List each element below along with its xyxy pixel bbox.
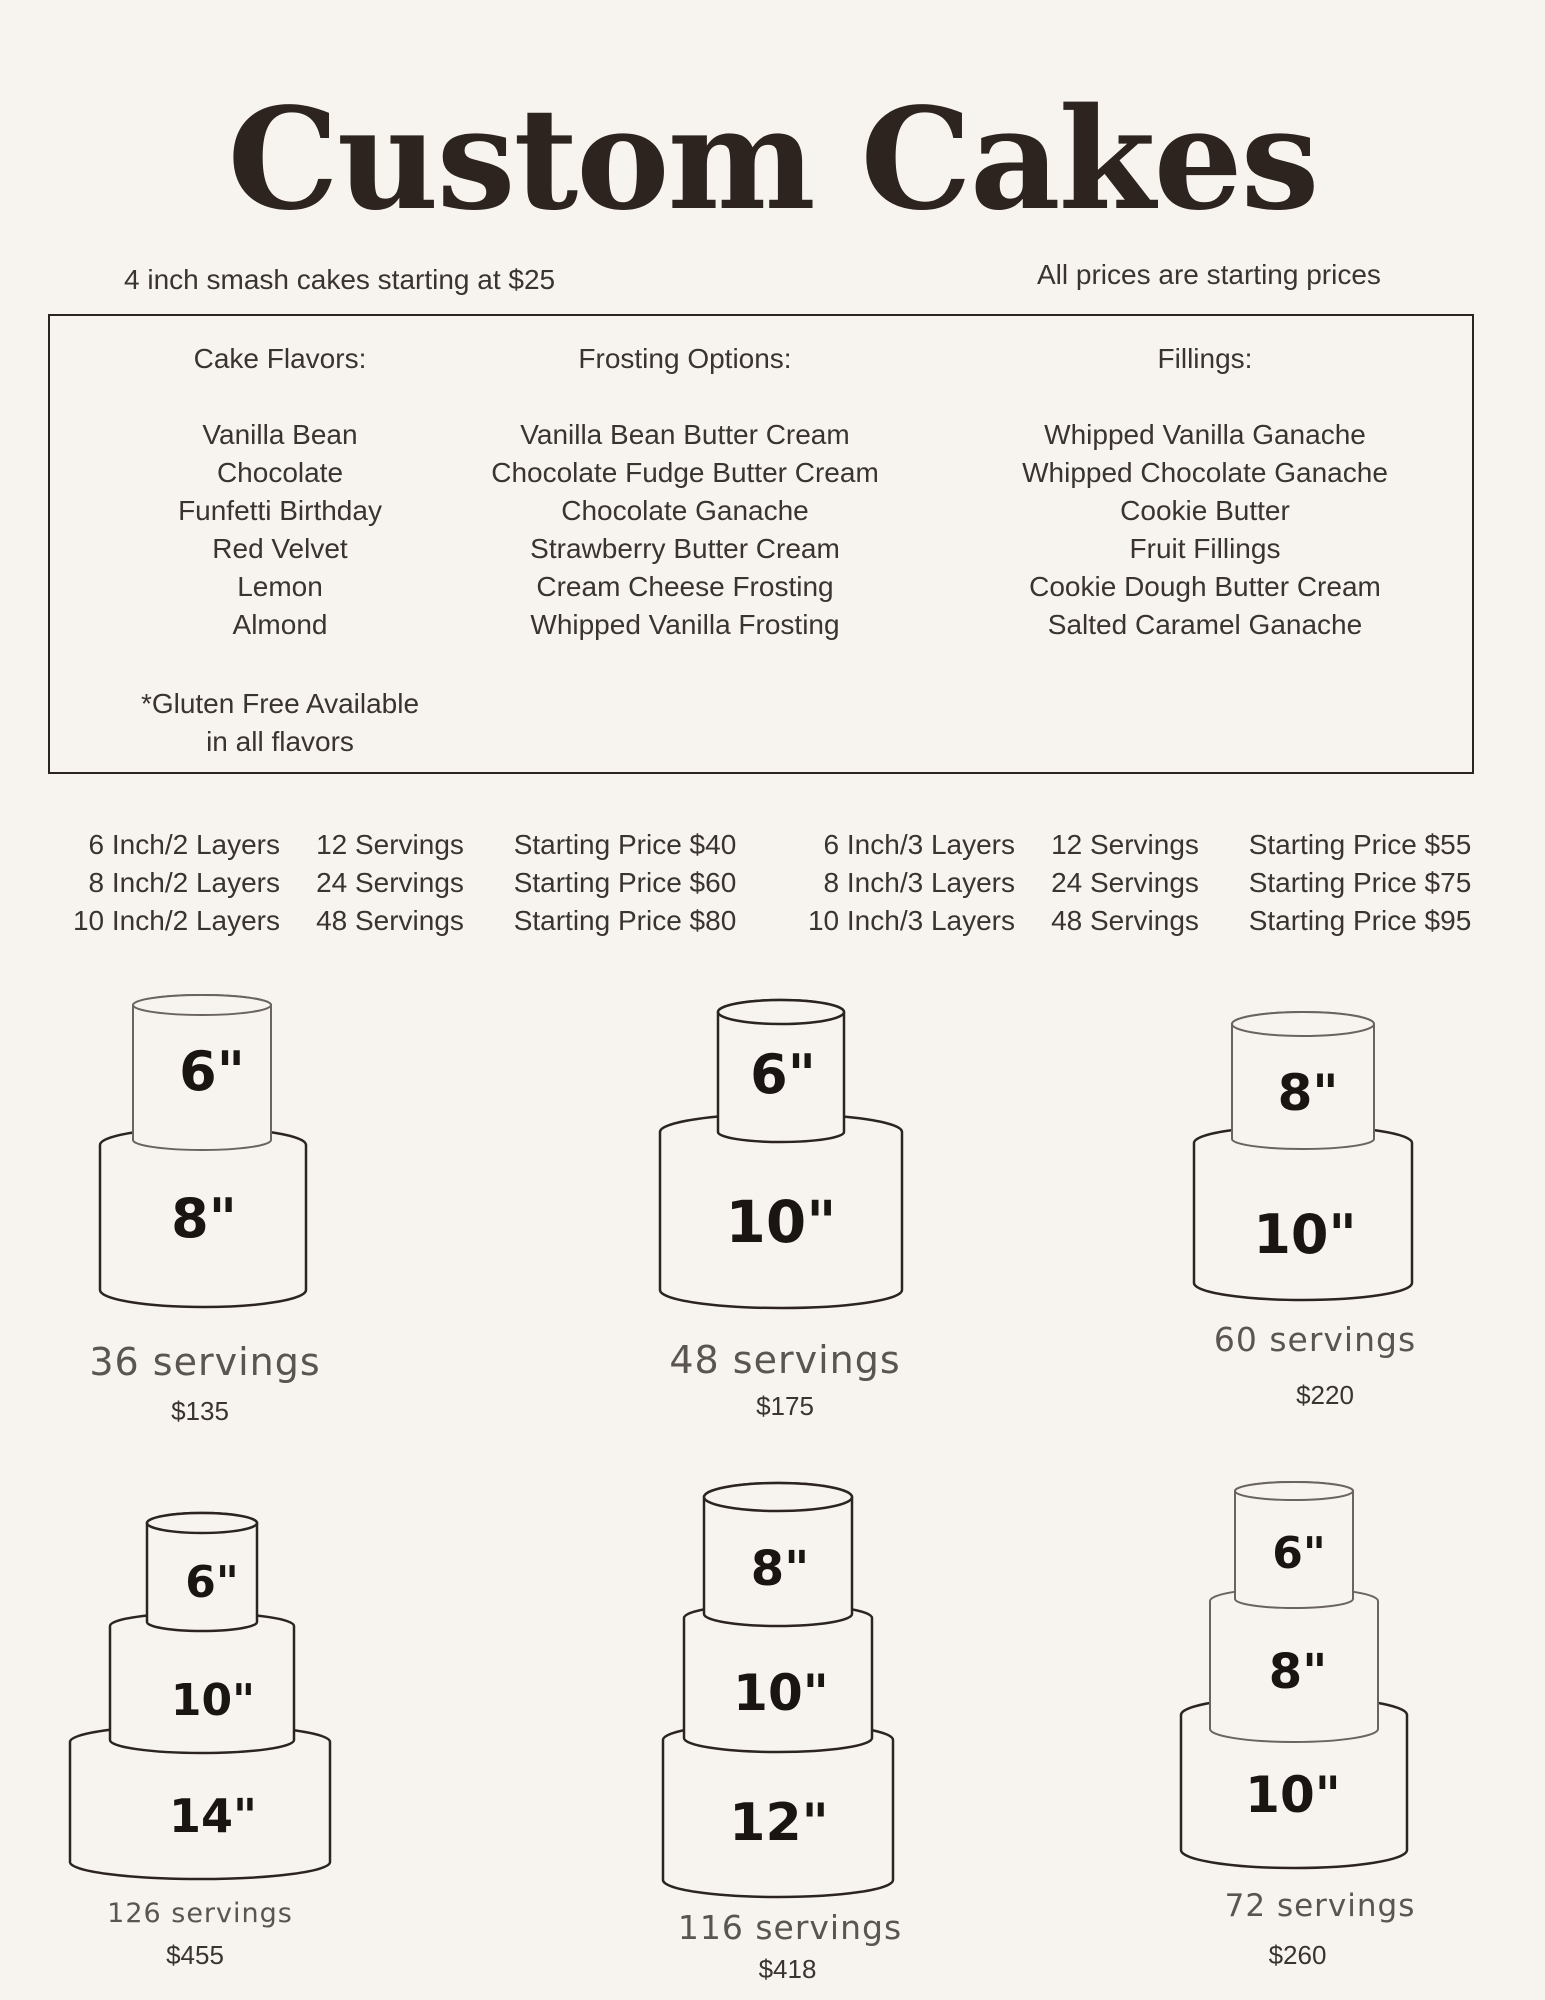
tier-label: 10" — [170, 1675, 256, 1726]
cake-servings: 48 servings — [669, 1338, 901, 1382]
filling-item: Cookie Dough Butter Cream — [1029, 571, 1381, 602]
tier-label: 8" — [171, 1187, 237, 1250]
servings-label: 24 Servings — [316, 867, 464, 898]
frosting-options-header: Frosting Options: — [578, 343, 792, 374]
cake-price: $260 — [1268, 1940, 1327, 1970]
price-label: Starting Price $60 — [513, 867, 737, 898]
flavor-item: Chocolate — [216, 457, 344, 488]
servings-label: 12 Servings — [1051, 829, 1199, 860]
size-label: 6 Inch/2 Layers — [88, 829, 280, 860]
tier-label: 8" — [750, 1541, 810, 1597]
size-label: 8 Inch/3 Layers — [823, 867, 1015, 898]
price-label: Starting Price $80 — [513, 905, 737, 936]
tier-label: 10" — [725, 1188, 837, 1256]
frosting-options-column — [440, 340, 930, 644]
cake-tier-top — [1232, 1012, 1374, 1036]
tier-label: 6" — [1272, 1528, 1326, 1579]
cake-illustration-6-10-14 — [65, 1505, 340, 1885]
cake-tier-top — [133, 995, 271, 1015]
cake-servings: 126 servings — [107, 1898, 293, 1929]
starting-prices-note: All prices are starting prices — [1037, 259, 1381, 290]
cake-flavors-column — [100, 340, 460, 644]
cake-flavors-header: Cake Flavors: — [193, 343, 367, 374]
tier-label: 6" — [750, 1043, 816, 1106]
gluten-free-line: *Gluten Free Available — [140, 688, 420, 719]
filling-item: Whipped Chocolate Ganache — [1022, 457, 1388, 488]
filling-item: Fruit Fillings — [1129, 533, 1281, 564]
servings-label: 24 Servings — [1051, 867, 1199, 898]
flavor-item: Red Velvet — [212, 533, 348, 564]
tier-label: 12" — [729, 1793, 829, 1853]
flavor-item: Vanilla Bean — [202, 419, 358, 450]
tier-label: 8" — [1268, 1644, 1328, 1700]
frosting-item: Chocolate Ganache — [561, 495, 809, 526]
cake-price: $418 — [758, 1954, 817, 1984]
cake-price: $135 — [171, 1396, 229, 1426]
filling-item: Salted Caramel Ganache — [1047, 609, 1363, 640]
cake-servings: 116 servings — [677, 1908, 903, 1947]
cake-price: $455 — [166, 1940, 224, 1970]
cake-illustration-8-10-12 — [657, 1470, 902, 1900]
tier-label: 8" — [1277, 1064, 1339, 1122]
cake-tier-top — [147, 1513, 257, 1533]
gluten-free-line: in all flavors — [206, 726, 354, 757]
flavor-item: Lemon — [237, 571, 323, 602]
flavor-item: Almond — [232, 609, 328, 640]
servings-label: 48 Servings — [1051, 905, 1199, 936]
cake-tier-top — [704, 1483, 852, 1511]
cake-illustration-6-8 — [90, 990, 320, 1330]
cake-price: $220 — [1296, 1380, 1354, 1410]
cake-servings: 60 servings — [1213, 1320, 1417, 1359]
frosting-item: Strawberry Butter Cream — [530, 533, 840, 564]
cake-illustration-8-10 — [1190, 1005, 1420, 1315]
tier-label: 14" — [169, 1789, 257, 1843]
price-label: Starting Price $75 — [1248, 867, 1472, 898]
cake-tier-top — [718, 1000, 844, 1024]
servings-label: 48 Servings — [316, 905, 464, 936]
flavor-item: Funfetti Birthday — [178, 495, 382, 526]
price-label: Starting Price $40 — [513, 829, 737, 860]
cake-servings: 72 servings — [1224, 1888, 1416, 1924]
cake-illustration-6-10 — [655, 990, 915, 1330]
fillings-column — [970, 340, 1440, 644]
smash-cake-note: 4 inch smash cakes starting at $25 — [124, 264, 556, 295]
tier-label: 6" — [179, 1040, 245, 1103]
tier-label: 10" — [1245, 1766, 1341, 1824]
filling-item: Cookie Butter — [1120, 495, 1290, 526]
size-label: 6 Inch/3 Layers — [823, 829, 1015, 860]
cake-illustration-6-8-10 — [1175, 1475, 1420, 1875]
size-label: 10 Inch/2 Layers — [72, 905, 280, 936]
size-label: 10 Inch/3 Layers — [807, 905, 1015, 936]
frosting-item: Vanilla Bean Butter Cream — [520, 419, 850, 450]
tier-label: 10" — [1253, 1203, 1357, 1266]
tier-label: 10" — [733, 1664, 829, 1722]
filling-item: Whipped Vanilla Ganache — [1044, 419, 1366, 450]
frosting-item: Whipped Vanilla Frosting — [530, 609, 840, 640]
fillings-header: Fillings: — [1157, 343, 1253, 374]
cake-servings: 36 servings — [89, 1340, 321, 1384]
cake-tier-top — [1235, 1482, 1353, 1500]
price-label: Starting Price $95 — [1248, 905, 1472, 936]
cake-price: $175 — [756, 1391, 814, 1421]
price-label: Starting Price $55 — [1248, 829, 1472, 860]
servings-label: 12 Servings — [316, 829, 464, 860]
gluten-free-note — [100, 685, 460, 761]
size-label: 8 Inch/2 Layers — [88, 867, 280, 898]
frosting-item: Cream Cheese Frosting — [536, 571, 834, 602]
frosting-item: Chocolate Fudge Butter Cream — [491, 457, 879, 488]
page-title: Custom Cakes — [227, 78, 1318, 242]
tier-label: 6" — [185, 1557, 239, 1608]
